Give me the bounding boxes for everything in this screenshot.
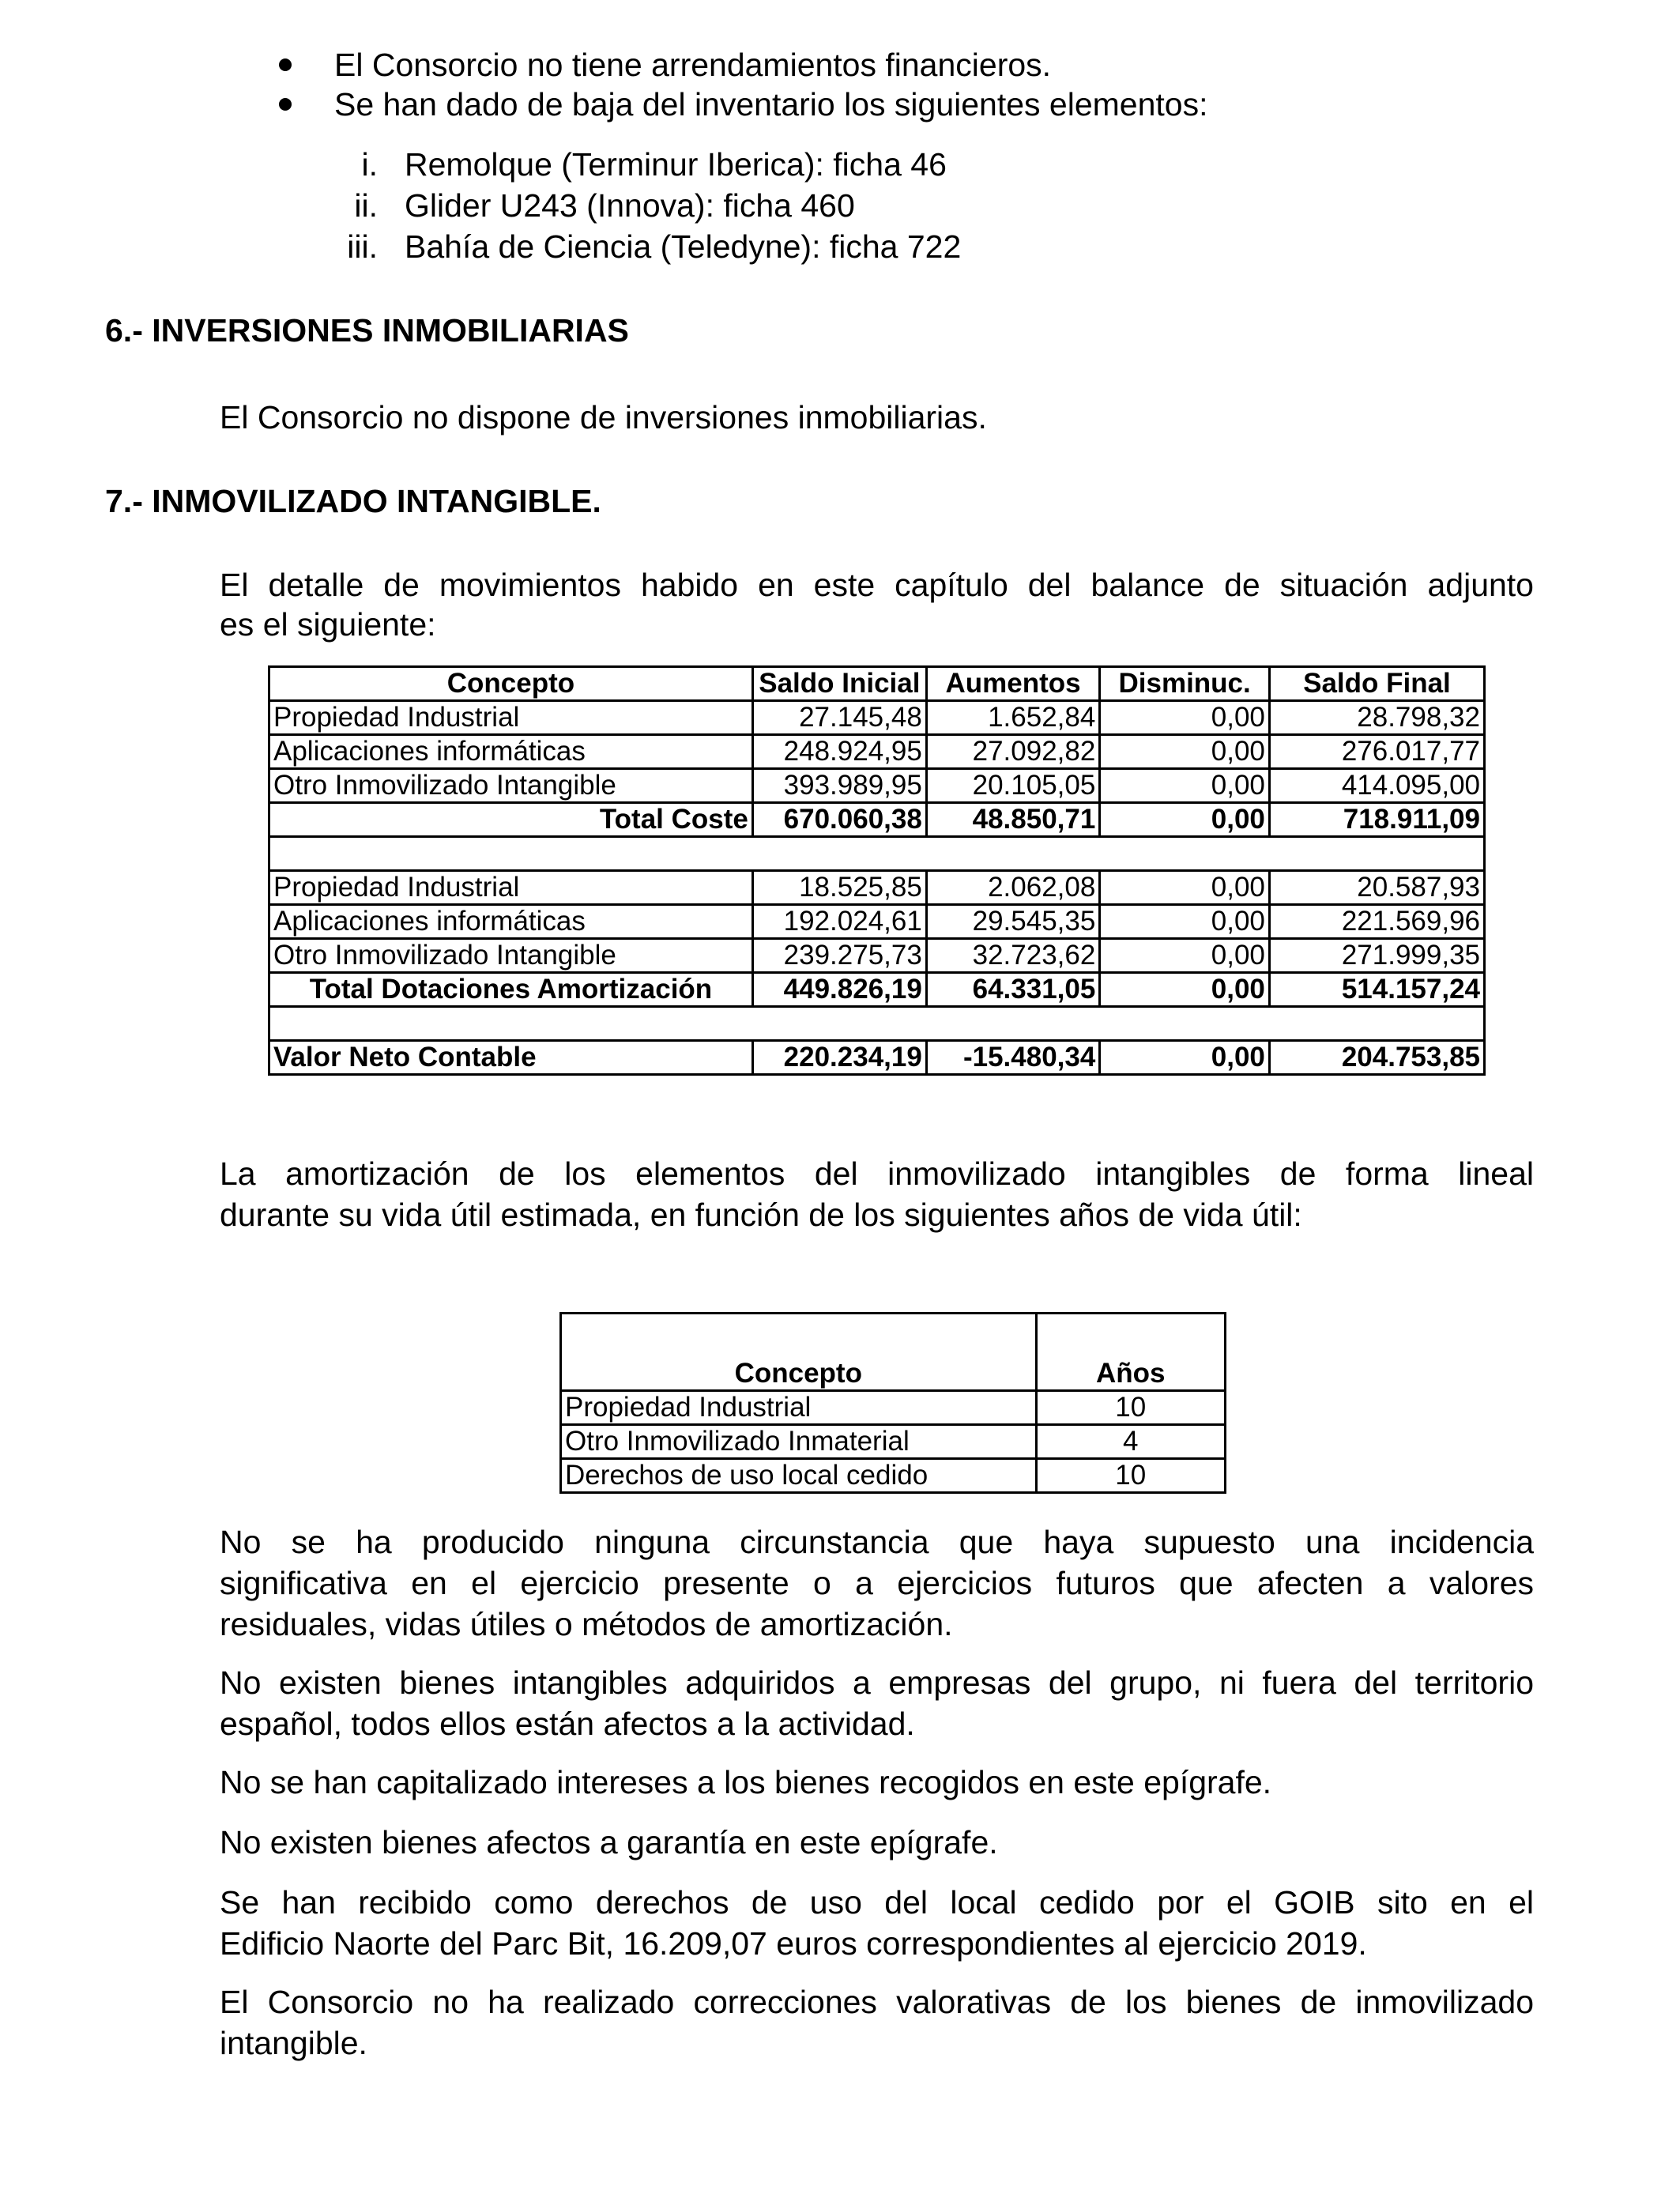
table-cell: 27.092,82: [926, 735, 1100, 769]
table-cell: 64.331,05: [926, 973, 1100, 1007]
table-row: [561, 1425, 1226, 1459]
paragraph-line: No se han capitalizado intereses a los bienes recogidos en este epígrafe.: [220, 1764, 1272, 1800]
column-header: Disminuc.: [1100, 667, 1270, 701]
paragraph-line: El Consorcio no ha realizado correcciones valorativas de los bienes de inmovilizado: [220, 1984, 1534, 2020]
spacer-row: [269, 1007, 1485, 1041]
table-cell: Total Coste: [269, 803, 753, 837]
table-row: [269, 735, 1485, 769]
table-cell: Otro Inmovilizado Intangible: [269, 939, 753, 973]
table-cell: 670.060,38: [752, 803, 926, 837]
table-cell: 0,00: [1100, 973, 1270, 1007]
table-cell: Aplicaciones informáticas: [269, 905, 753, 939]
table-cell: Otro Inmovilizado Intangible: [269, 769, 753, 803]
table-cell: 27.145,48: [752, 701, 926, 735]
table-cell: 0,00: [1100, 871, 1270, 905]
table-cell: 0,00: [1100, 803, 1270, 837]
table-cell: Propiedad Industrial: [269, 871, 753, 905]
paragraph-line: Edificio Naorte del Parc Bit, 16.209,07 euros correspondientes al ejercicio 2019.: [220, 1925, 1367, 1962]
table-header-row: [269, 667, 1485, 701]
amortization-text-line: La amortización de los elementos del inmovilizado intangibles de forma lineal: [220, 1155, 1534, 1192]
paragraph-line: significativa en el ejercicio presente o a ejercicios futuros que afecten a valores: [220, 1565, 1534, 1601]
section-heading: 7.- INMOVILIZADO INTANGIBLE.: [105, 483, 601, 519]
table-row: [269, 939, 1485, 973]
table-cell: 204.753,85: [1269, 1041, 1484, 1075]
bullet-item: El Consorcio no tiene arrendamientos financieros.: [334, 47, 1052, 83]
net-value-row: [269, 1041, 1485, 1075]
spacer-cell: [269, 1007, 1485, 1041]
roman-item: Bahía de Ciencia (Teledyne): ficha 722: [405, 228, 962, 265]
column-header: Saldo Inicial: [752, 667, 926, 701]
amortization-text-line: durante su vida útil estimada, en función de los siguientes años de vida útil:: [220, 1197, 1302, 1233]
total-cost-row: [269, 803, 1485, 837]
movements-table: [268, 665, 1486, 1076]
table-cell: Otro Inmovilizado Inmaterial: [561, 1425, 1037, 1459]
paragraph-line: No se ha producido ninguna circunstancia que haya supuesto una incidencia: [220, 1524, 1534, 1560]
intro-line: es el siguiente:: [220, 606, 436, 643]
table-cell: Propiedad Industrial: [269, 701, 753, 735]
table-cell: 28.798,32: [1269, 701, 1484, 735]
paragraph-line: intangible.: [220, 2025, 367, 2061]
table-cell: 32.723,62: [926, 939, 1100, 973]
table-cell: 393.989,95: [752, 769, 926, 803]
table-cell: 0,00: [1100, 735, 1270, 769]
table-cell: 0,00: [1100, 905, 1270, 939]
table-row: [269, 769, 1485, 803]
paragraph-line: español, todos ellos están afectos a la actividad.: [220, 1706, 915, 1742]
table-cell: 10: [1036, 1459, 1225, 1493]
table-cell: 271.999,35: [1269, 939, 1484, 973]
table-cell: Aplicaciones informáticas: [269, 735, 753, 769]
table-cell: 221.569,96: [1269, 905, 1484, 939]
paragraph-line: residuales, vidas útiles o métodos de amortización.: [220, 1606, 953, 1642]
column-header: Años: [1036, 1314, 1225, 1391]
table-cell: 0,00: [1100, 701, 1270, 735]
paragraph-line: No existen bienes intangibles adquiridos a empresas del grupo, ni fuera del territorio: [220, 1664, 1534, 1701]
total-amortization-row: [269, 973, 1485, 1007]
table-cell: 2.062,08: [926, 871, 1100, 905]
useful-life-table: [559, 1312, 1226, 1494]
table-cell: 239.275,73: [752, 939, 926, 973]
table-row: [561, 1459, 1226, 1493]
column-header: Concepto: [561, 1314, 1037, 1391]
table-cell: 514.157,24: [1269, 973, 1484, 1007]
table-cell: Derechos de uso local cedido: [561, 1459, 1037, 1493]
table-cell: 20.587,93: [1269, 871, 1484, 905]
column-header: Aumentos: [926, 667, 1100, 701]
spacer-row: [269, 837, 1485, 871]
table-cell: 0,00: [1100, 1041, 1270, 1075]
bullet-dot: [279, 98, 292, 111]
spacer-cell: [269, 837, 1485, 871]
table-cell: 29.545,35: [926, 905, 1100, 939]
table-row: [269, 871, 1485, 905]
column-header: Saldo Final: [1269, 667, 1484, 701]
table-cell: 4: [1036, 1425, 1225, 1459]
table-cell: 10: [1036, 1391, 1225, 1425]
table-cell: 248.924,95: [752, 735, 926, 769]
table-cell: 0,00: [1100, 939, 1270, 973]
paragraph-line: Se han recibido como derechos de uso del local cedido por el GOIB sito en el: [220, 1884, 1534, 1921]
roman-item: Remolque (Terminur Iberica): ficha 46: [405, 146, 947, 183]
table-cell: 192.024,61: [752, 905, 926, 939]
table-cell: Total Dotaciones Amortización: [269, 973, 753, 1007]
table-cell: 449.826,19: [752, 973, 926, 1007]
paragraph-line: No existen bienes afectos a garantía en este epígrafe.: [220, 1824, 998, 1860]
table-cell: 276.017,77: [1269, 735, 1484, 769]
roman-numeral: iii.: [347, 228, 378, 265]
table-cell: Propiedad Industrial: [561, 1391, 1037, 1425]
table-cell: -15.480,34: [926, 1041, 1100, 1075]
table-cell: 48.850,71: [926, 803, 1100, 837]
table-row: [269, 905, 1485, 939]
table-cell: 718.911,09: [1269, 803, 1484, 837]
table-cell: 18.525,85: [752, 871, 926, 905]
table-cell: Valor Neto Contable: [269, 1041, 753, 1075]
roman-item: Glider U243 (Innova): ficha 460: [405, 187, 855, 224]
column-header: Concepto: [269, 667, 753, 701]
table-cell: 20.105,05: [926, 769, 1100, 803]
table-cell: 1.652,84: [926, 701, 1100, 735]
table-row: [561, 1391, 1226, 1425]
table-row: [269, 701, 1485, 735]
section-text: El Consorcio no dispone de inversiones inmobiliarias.: [220, 399, 987, 435]
roman-numeral: ii.: [354, 187, 378, 224]
section-heading: 6.- INVERSIONES INMOBILIARIAS: [105, 312, 629, 349]
table-cell: 414.095,00: [1269, 769, 1484, 803]
table-cell: 0,00: [1100, 769, 1270, 803]
table-cell: 220.234,19: [752, 1041, 926, 1075]
bullet-item: Se han dado de baja del inventario los siguientes elementos:: [334, 86, 1208, 123]
roman-numeral: i.: [361, 146, 378, 183]
table-header-row: [561, 1314, 1226, 1391]
intro-line: El detalle de movimientos habido en este capítulo del balance de situación adjunto: [220, 567, 1534, 603]
bullet-dot: [279, 58, 292, 71]
